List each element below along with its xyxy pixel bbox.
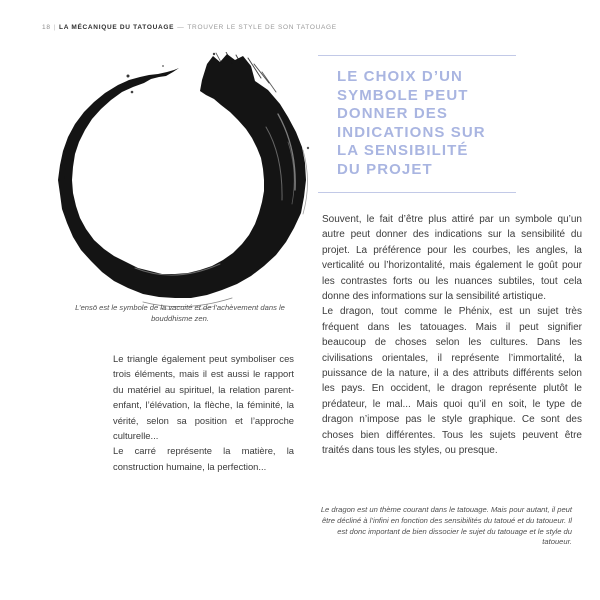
heading-line: LE CHOIX D’UN: [337, 68, 463, 85]
header-divider: |: [53, 24, 57, 31]
header-dash: —: [177, 24, 185, 31]
page-header: [42, 24, 337, 31]
heading-rule-bottom: [318, 192, 516, 193]
section-heading: [337, 68, 486, 180]
heading-line: DONNER DES: [337, 105, 449, 123]
left-column-text: [113, 351, 294, 474]
paragraph-dragon: Le dragon, tout comme le Phénix, est un sujet très fréquent dans les tatouages. Mais il peut signifier beaucoup de choses selon les cultures. Dans les civilisations orientales, il représente l’immortalité, la puissance de la nature, il a des attributs différents selon les pays. En occident, le dragon représente plutôt le prédateur, le mal... Mais quoi qu’il en soit, le type de dragon n’impose pas le style graphique. Ce sont des choses bien différentes. Tous les sujets peuvent être traités dans tous les styles, ou presque.: [322, 306, 582, 457]
paragraph-triangle: Le triangle également peut symboliser ces trois éléments, mais il est aussi le rapport du matériel au spirituel, la relation parent-enfant, l’élévation, la flèche, la féminité, la vérité, selon sa position et l’approche culturelle...: [113, 353, 294, 442]
heading-line: INDICATIONS SUR: [337, 123, 486, 141]
right-column-text: [322, 212, 582, 459]
heading-line: LA SENSIBILITÉ: [337, 142, 469, 160]
enso-caption: L’ensō est le symbole de la vacuité et de l’achèvement dans le bouddhisme zen.: [75, 303, 285, 323]
paragraph-souvent: Souvent, le fait d’être plus attiré par un symbole qu’un autre peut donner des indications sur la sensibilité du projet. La préférence pour les courbes, les angles, la verticalité ou l’horizontalité, mais également le goût pour les contrastes forts ou les nuances subtiles, tout cela donne des informations sur la sensibilité artistique.: [322, 214, 582, 303]
paragraph-carre: Le carré représente la matière, la construction humaine, la perfection...: [113, 445, 294, 472]
heading-line: SYMBOLE PEUT: [337, 86, 469, 104]
dragon-caption: Le dragon est un thème courant dans le tatouage. Mais pour autant, il peut être décliné à l’infini en fonction des sensibilités du tatoué et du tatoueur. Il est donc important de bien dissocier le sujet du tatouage et le style du tatoueur.: [320, 505, 572, 547]
book-title: LA MÉCANIQUE DU TATOUAGE: [59, 24, 175, 31]
enso-ink-circle-icon: [40, 52, 310, 310]
page-number: 18: [42, 24, 51, 31]
heading-rule-top: [318, 55, 516, 56]
chapter-title: TROUVER LE STYLE DE SON TATOUAGE: [187, 24, 337, 31]
heading-line: DU PROJET: [337, 160, 433, 178]
